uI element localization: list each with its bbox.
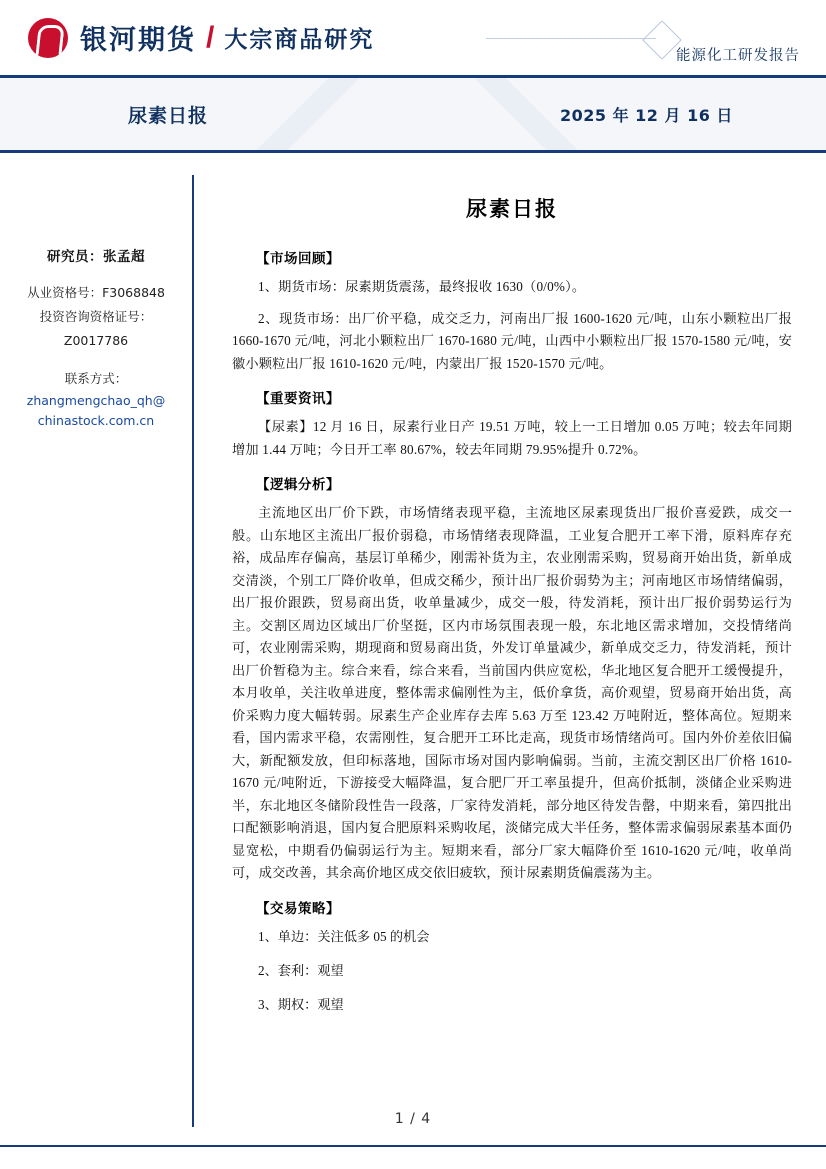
strategy-item-arbitrage: 2、套利：观望 [258,962,344,978]
brand-separator: / [206,20,215,54]
header-decorative-line [486,38,656,39]
page-title: 尿素日报 [466,197,558,221]
report-header [0,0,826,78]
paragraph-logic-analysis: 主流地区出厂价下跌，市场情绪表现平稳，主流地区尿素现货出厂报价喜爱跌，成交一般。山东地区主流出厂报价弱稳，市场情绪表现降温，工业复合肥开工率下滑，原料库存充裕，成品库存偏高，基层订单稀少，刚需补货为主，农业刚需采购，贸易商开始出货，新单成交清淡，个别工厂降价收单，但成交稀少，预计出厂报价弱势为主；河南地区市场情绪偏弱，出厂报价跟跌，贸易商出货，收单量减少，成交一般，待发消耗，预计出厂报价弱势运行为主。交割区周边区域出厂价坚挺，区内市场氛围表现一般，东北地区需求增加，交投情绪尚可，农业刚需采购，期现商和贸易商出货，外发订单量减少，新单成交乏力，待发消耗，预计出厂价暂稳为主。综合来看，综合来看，当前国内供应宽松，华北地区复合肥开工缓慢提升，本月收单，关注收单进度，整体需求偏刚性为主，低价拿货，高价观望，贸易商开始出货，高价采购力度大幅转弱。尿素生产企业库存去库 5.63 万至 123.42 万吨附近，整体高位。短期来看，国内需求平稳，农需刚性，复合肥开工环比走高，现货市场情绪尚可。国内外价差依旧偏大，新配额发放，但印标落地，国际市场对国内影响偏弱。当前，主流交割区出厂价格 1610-1670 元/吨附近，下游接受大幅降温，复合肥厂开工率虽提升，但高价抵制，淡储企业采购进半，东北地区冬储阶段性告一段落，厂家待发消耗，部分地区待发告罄，中期来看，第四批出口配额影响消退，国内复合肥原料采购收尾，淡储完成大半任务，整体需求偏弱尿素基本面仍显宽松，中期看仍偏弱运行为主。短期来看，部分厂家大幅降价至 1610-1620 元/吨，收单尚可，成交改善，其余高价地区成交依旧疲软，预计尿素期货偏震荡为主。 [232,505,792,880]
strategy-item-unilateral: 1、单边：关注低多 05 的机会 [258,928,430,944]
analyst-email-line-1[interactable]: zhangmengchao_qh@ [26,393,166,408]
analyst-contact-label: 联系方式： [64,371,128,386]
page-number: 1 / 4 [394,1111,432,1127]
section-heading-key-news: 【重要资讯】 [256,391,340,407]
strategy-item-options: 3、期权：观望 [258,996,344,1012]
analyst-qualification: 从业资格号：F3068848 [27,285,165,300]
report-category-label: 能源化工研发报告 [676,48,800,64]
galaxy-futures-logo-icon [28,18,68,58]
analyst-email-line-2[interactable]: chinastock.com.cn [37,413,155,428]
report-title-band [0,78,826,153]
paragraph-spot-market: 2、现货市场：出厂价平稳，成交乏力，河南出厂报 1600-1620 元/吨，山东小颗粒出厂报 1660-1670 元/吨，河北小颗粒出厂 1670-1680 元/吨，山西中小颗粒出厂报 1570-1580 元/吨，安徽小颗粒出厂报 1610-1620 元/吨，内蒙出厂报 1520-1570 元/吨。 [232,310,792,371]
report-content [194,193,826,1163]
paragraph-futures-market: 1、期货市场：尿素期货震荡，最终报收 1630（0/0%）。 [258,279,586,294]
footer-rule [0,1145,826,1147]
analyst-consult-label: 投资咨询资格证号： [39,309,153,324]
analyst-consult-number: Z0017786 [63,333,129,348]
analyst-sidebar [0,193,192,1163]
report-name: 尿素日报 [128,104,209,127]
section-heading-trading-strategy: 【交易策略】 [256,900,340,917]
analyst-name: 研究员：张孟超 [47,249,145,265]
section-heading-market-review: 【市场回顾】 [256,251,340,267]
report-date: 2025 年 12 月 16 日 [560,105,733,125]
paragraph-urea-news: 【尿素】12 月 16 日，尿素行业日产 19.51 万吨，较上一工日增加 0.05 万吨；较去年同期增加 1.44 万吨；今日开工率 80.67%，较去年同期 79.95%提升 0.72%。 [232,419,792,457]
brand-name: 银河期货 [80,25,196,56]
document-body [0,153,826,1163]
section-heading-logic-analysis: 【逻辑分析】 [256,477,340,493]
brand-subtitle: 大宗商品研究 [224,27,375,53]
